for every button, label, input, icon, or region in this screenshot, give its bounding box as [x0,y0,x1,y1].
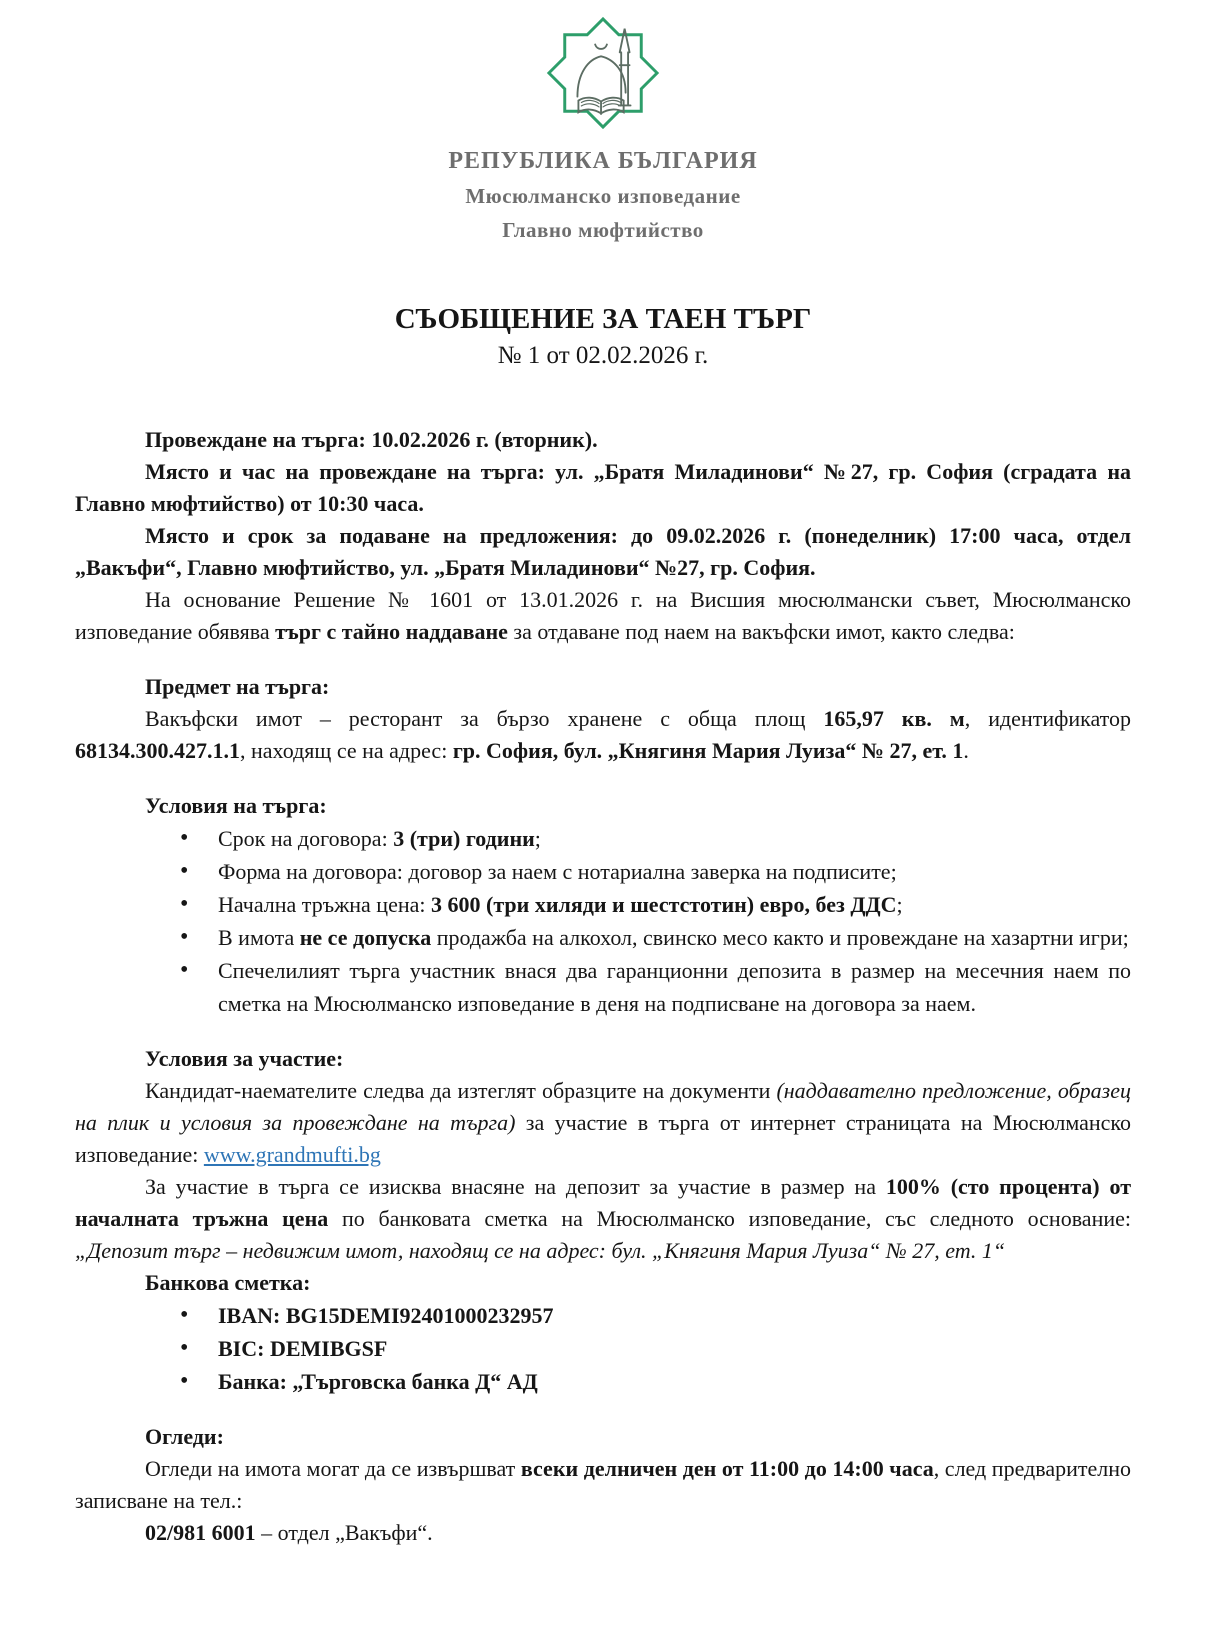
text-run: Срок на договора: [218,826,394,851]
text-run: В имота [218,925,300,950]
text-run: , след предварително записване на тел.: [75,1456,1132,1513]
document-body [75,424,1131,1549]
text-run: BIC: DEMIBGSF [218,1336,388,1361]
text-run: Място и час на провеждане на търга: ул. „Братя Миладинови“ №27, гр. София (сградата на Главно мюфтийство) от 10:30 часа. [75,459,1131,516]
text-run: Огледи: [145,1424,224,1449]
org-denomination: Мюсюлманско изповедание [465,184,741,208]
section-heading [75,1267,1131,1299]
text-run: (наддавателно предложение, образец на плик и условия за провеждане на търга) [75,1078,1131,1135]
text-run: . [963,738,969,763]
text-run: Огледи на имота могат да се извършват [145,1456,521,1481]
text-run: 165,97 кв. м [823,706,965,731]
text-run: 3 (три) години [393,826,535,851]
section-heading [75,790,1131,822]
text-run: Вакъфски имот – ресторант за бързо хранене с обща площ [145,706,824,731]
text-run: Начална тръжна цена: [218,892,431,917]
text-run: по банковата сметка на Мюсюлманско изповедание, със следното основание: [328,1206,1131,1231]
text-run: 02/981 6001 [145,1520,256,1545]
text-run: Предмет на търга: [145,674,330,699]
text-run: 68134.300.427.1.1 [75,738,240,763]
text-run: , идентификатор [964,706,1132,731]
text-run: гр. София, бул. „Княгиня Мария Луиза“ № 27, ет. 1 [452,738,964,763]
grandmufti-link[interactable]: www.grandmufti.bg [203,1142,381,1167]
section-heading [75,1421,1131,1453]
text-run: 3 600 (три хиляди и шестстотин) евро, без ДДС [431,892,897,917]
paragraph [75,584,1131,648]
text-run: не се допуска [299,925,432,950]
text-run: продажба на алкохол, свинско месо както и провеждане на хазартни игри; [431,925,1129,950]
paragraph [75,1517,1131,1549]
document-title: СЪОБЩЕНИЕ ЗА ТАЕН ТЪРГ [394,303,812,335]
text-run: IBAN: BG15DEMI92401000232957 [218,1303,554,1328]
crescent-icon [595,44,607,48]
minaret-icon [619,29,631,106]
mosque-dome-icon [577,56,625,96]
bullet-item [75,1332,1131,1365]
text-run: Кандидат-наемателите следва да изтеглят образците на документи [145,1078,777,1103]
text-run: ; [896,892,903,917]
text-run: за участие в търга от интернет страницата на Мюсюлманско изповедание: [75,1110,1132,1167]
document-header [75,14,1131,243]
text-run: Провеждане на търга: 10.02.2026 г. (вторник). [145,427,598,452]
org-office: Главно мюфтийство [502,218,704,242]
text-run: Условия за участие: [145,1046,344,1071]
text-run: Спечелилият търга участник внася два гаранционни депозита в размер на месечния наем по сметка на Мюсюлманско изповедание в деня на подписване на договора за наем. [218,958,1131,1016]
bullet-item [75,855,1131,888]
star-outline [549,19,657,127]
paragraph [75,456,1131,520]
title-block [75,303,1131,370]
text-run: Банка: „Търговска банка Д“ АД [218,1369,538,1394]
bullet-list [75,822,1131,1020]
paragraph [75,1075,1131,1171]
section-heading [75,1043,1131,1075]
text-run: „Депозит търг – недвижим имот, находящ се на адрес: бул. „Княгиня Мария Луиза“ № 27, ет. 1“ [75,1238,1006,1263]
text-run: за отдаване под наем на вакъфски имот, както следва: [507,619,1015,644]
text-run: търг с тайно наддаване [275,619,508,644]
bullet-item [75,954,1131,1020]
paragraph [75,703,1131,767]
paragraph [75,1171,1131,1267]
text-run: Банкова сметка: [145,1270,311,1295]
text-run: 100% (сто процента) от началната тръжна цена [75,1174,1131,1231]
text-run: За участие в търга се изисква внасяне на депозит за участие в размер на [145,1174,886,1199]
paragraph [75,424,1131,456]
text-run: Място и срок за подаване на предложения: до 09.02.2026 г. (понеделник) 17:00 часа, отдел „Вакъфи“, Главно мюфтийство, ул. „Братя Миладинови“ №27, гр. София. [75,523,1131,580]
bullet-list [75,1299,1131,1398]
text-run: – отдел „Вакъфи“. [255,1520,433,1545]
text-run: всеки делничен ден от 11:00 до 14:00 часа [520,1456,934,1481]
bullet-item [75,822,1131,855]
text-run: На основание Решение № 1601 от 13.01.2026 г. на Висшия мюсюлмански съвет, Мюсюлманско изповедание обявява [75,587,1131,644]
text-run: , находящ се на адрес: [240,738,453,763]
grand-mufti-emblem-icon [540,14,666,132]
paragraph [75,520,1131,584]
section-heading [75,671,1131,703]
org-country: РЕПУБЛИКА БЪЛГАРИЯ [448,148,758,174]
text-run: Форма на договора: договор за наем с нотариална заверка на подписите; [218,859,897,884]
bullet-item [75,921,1131,954]
document-number-line: № 1 от 02.02.2026 г. [497,342,709,369]
text-run: ; [534,826,541,851]
bullet-item [75,1299,1131,1332]
paragraph [75,1453,1131,1517]
bullet-item [75,1365,1131,1398]
text-run: Условия на търга: [145,793,327,818]
bullet-item [75,888,1131,921]
